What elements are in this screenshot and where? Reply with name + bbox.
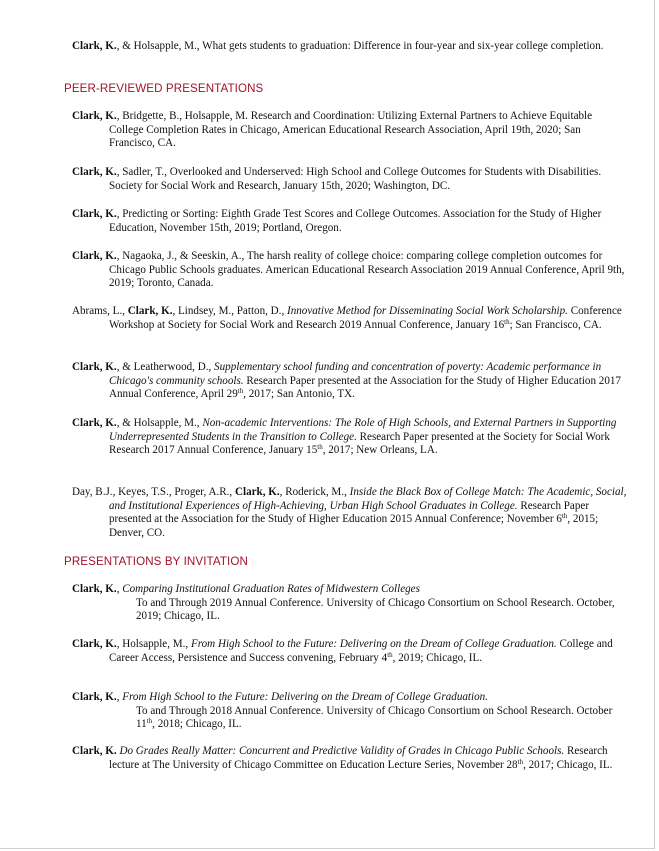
- presentation-title: Comparing Institutional Graduation Rates of Midwestern Colleges: [122, 583, 420, 595]
- presentation-entry: Clark, K., From High School to the Future: Delivering on the Dream of College Graduation. To and Through 2018 Annual Conference. University of Chicago Consortium on School Research. October 11th, 2018; Chicago, IL.: [72, 691, 627, 732]
- presentation-title: From High School to the Future: Delivering on the Dream of College Graduation.: [190, 638, 557, 650]
- author-name: Clark, K.: [127, 305, 173, 317]
- presentation-entry: [72, 208, 627, 235]
- presentation-entry: [72, 40, 627, 54]
- author-name: Clark, K.: [234, 486, 280, 498]
- author-name: Clark, K.: [72, 166, 117, 178]
- coauthors: Abrams, L.,: [72, 305, 128, 317]
- author-name: Clark, K.: [72, 417, 117, 429]
- entry-text: , & Holsapple, M., What gets students to graduation: Difference in four-year and six-year college completion.: [116, 40, 604, 52]
- entry-text: To and Through 2018 Annual Conference. University of Chicago Consortium on School Research. October 11th, 2018; Chicago, IL.: [136, 704, 613, 731]
- section-heading-peer-reviewed: PEER-REVIEWED PRESENTATIONS: [64, 82, 264, 95]
- presentation-entry: [72, 250, 627, 291]
- presentation-entry: Abrams, L., Clark, K., Lindsey, M., Patton, D., Innovative Method for Disseminating Social Work Scholarship. Conference Workshop at Society for Social Work and Research 2019 Annual Conference, January 16th; San Francisco, CA.: [72, 305, 622, 331]
- coauthors: Day, B.J., Keyes, T.S., Proger, A.R.,: [72, 486, 235, 498]
- presentation-title: Supplementary school funding and concentration of poverty: Academic performance in Chicago's community schools.: [109, 361, 602, 387]
- author-name: Clark, K.: [72, 361, 117, 373]
- entry-text: , Nagaoka, J., & Seeskin, A., The harsh reality of college choice: comparing college completion outcomes for Chicago Public Schools graduates. American Educational Research Association 2019 Annual Conference, April 9th, 2019; Toronto, Canada.: [109, 250, 625, 290]
- author-name: Clark, K.: [72, 638, 117, 650]
- author-name: Clark, K.: [72, 40, 117, 52]
- presentation-title: From High School to the Future: Delivering on the Dream of College Graduation.: [122, 691, 488, 703]
- presentation-title: Innovative Method for Disseminating Social Work Scholarship.: [287, 305, 568, 317]
- entry-text: , Sadler, T., Overlooked and Underserved: High School and College Outcomes for Students with Disabilities. Society for Social Work and Research, January 15th, 2020; Washington, DC.: [109, 166, 602, 192]
- presentation-entry: [72, 110, 627, 151]
- author-name: Clark, K.: [72, 583, 117, 595]
- presentation-title: Non-academic Interventions: The Role of High Schools, and External Partners in Supporting Underrepresented Students in the Transition to College.: [109, 417, 617, 443]
- presentation-entry: Day, B.J., Keyes, T.S., Proger, A.R., Clark, K., Roderick, M., Inside the Black Box of College Match: The Academic, Social, and Institutional Experiences of High-Achieving, Urban High School Graduates in College. Research Paper presented at the Association for the Study of Higher Education 2015 Annual Conference; November 6th, 2015; Denver, CO.: [72, 486, 627, 539]
- author-name: Clark, K.: [72, 208, 117, 220]
- presentation-entry: Clark, K. Do Grades Really Matter: Concurrent and Predictive Validity of Grades in Chicago Public Schools. Research lecture at The University of Chicago Committee on Education Lecture Series, November 28th, 2017; Chicago, IL.: [72, 745, 613, 771]
- presentation-title: Inside the Black Box of College Match: The Academic, Social, and Institutional Experiences of High-Achieving, Urban High School Graduates in College.: [109, 486, 627, 512]
- presentation-entry: Clark, K., Holsapple, M., From High School to the Future: Delivering on the Dream of College Graduation. College and Career Access, Persistence and Success convening, February 4th, 2019; Chicago, IL.: [72, 638, 613, 664]
- entry-text: , Bridgette, B., Holsapple, M. Research and Coordination: Utilizing External Partners to Achieve Equitable College Completion Rates in Chicago, American Educational Research Association, April 19th, 2020; San Francisco, CA.: [109, 110, 593, 150]
- presentation-entry: Clark, K., & Leatherwood, D., Supplementary school funding and concentration of poverty: Academic performance in Chicago's community schools. Research Paper presented at the Association for the Study of Higher Education 2017 Annual Conference, April 29th, 2017; San Antonio, TX.: [72, 361, 621, 401]
- presentation-title: Do Grades Really Matter: Concurrent and Predictive Validity of Grades in Chicago Public Schools.: [119, 745, 565, 757]
- presentation-entry: [72, 166, 627, 193]
- entry-text: , Predicting or Sorting: Eighth Grade Test Scores and College Outcomes. Association for the Study of Higher Education, November 15th, 2019; Portland, Oregon.: [109, 208, 602, 234]
- author-name: Clark, K.: [72, 110, 117, 122]
- section-heading-invitation: PRESENTATIONS BY INVITATION: [64, 555, 248, 568]
- entry-text: To and Through 2019 Annual Conference. University of Chicago Consortium on School Research. October, 2019; Chicago, IL.: [136, 596, 615, 623]
- presentation-entry: Clark, K., & Holsapple, M., Non-academic Interventions: The Role of High Schools, and External Partners in Supporting Underrepresented Students in the Transition to College. Research Paper presented at the Society for Social Work Research 2017 Annual Conference, January 15th, 2017; New Orleans, LA.: [72, 417, 617, 457]
- presentation-entry: Clark, K., Comparing Institutional Graduation Rates of Midwestern Colleges To and Through 2019 Annual Conference. University of Chicago Consortium on School Research. October, 2019; Chicago, IL.: [72, 583, 627, 624]
- author-name: Clark, K.: [72, 745, 117, 757]
- author-name: Clark, K.: [72, 250, 117, 262]
- author-name: Clark, K.: [72, 691, 117, 703]
